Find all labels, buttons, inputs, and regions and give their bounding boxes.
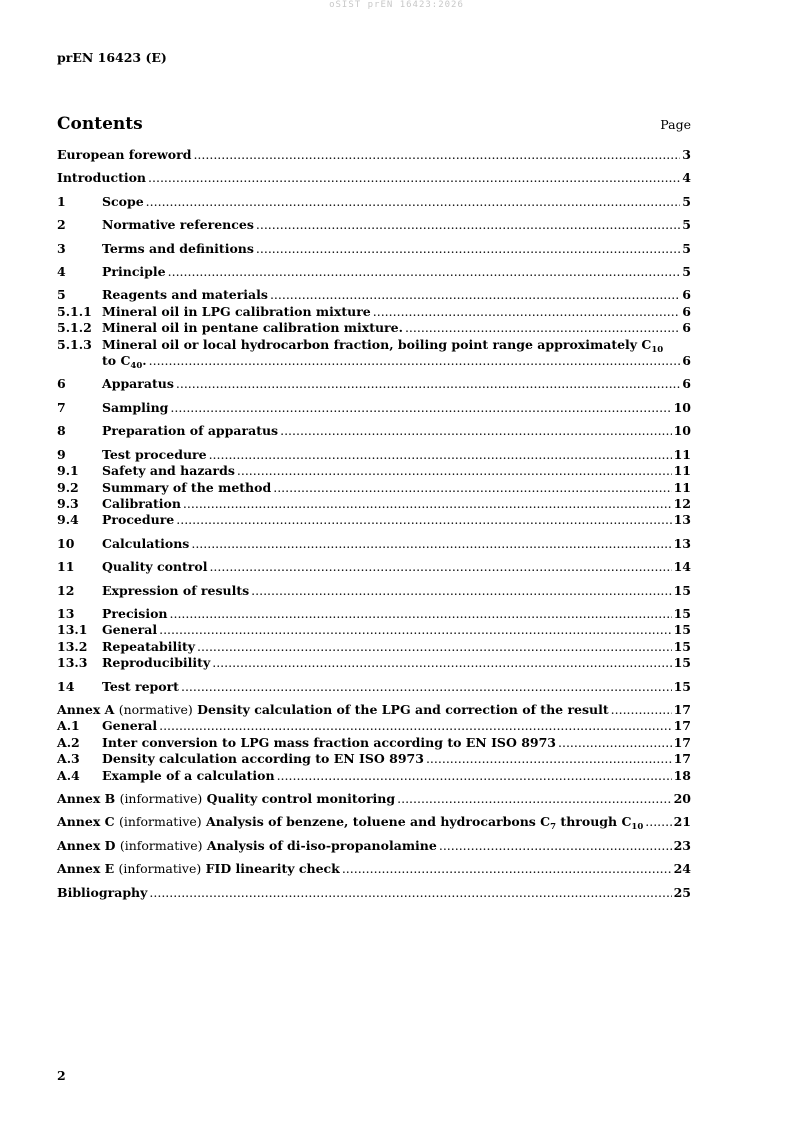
dot-leader [170, 400, 671, 416]
annex-label: Annex D [57, 837, 116, 853]
toc-entry-page: 13 [673, 535, 691, 551]
toc-entry-page: 6 [682, 287, 691, 303]
toc-entry-test-procedure[interactable] [57, 447, 691, 463]
toc-entry-page: 11 [673, 463, 691, 479]
dot-leader [256, 241, 680, 257]
table-of-contents [57, 147, 691, 901]
toc-entry-annex-e[interactable] [57, 861, 691, 877]
toc-entry-title: Test procedure [102, 446, 207, 462]
toc-entry-number: 7 [57, 399, 66, 415]
toc-entry-page: 15 [673, 582, 691, 598]
toc-entry-title: European foreword [57, 147, 192, 162]
toc-entry-title: Mineral oil in LPG calibration mixture [102, 303, 371, 319]
page-column-label: Page [660, 117, 691, 132]
toc-entry-number: 13.2 [57, 638, 88, 654]
annex-type: (normative) [118, 701, 193, 717]
toc-entry-summary-of-the-method[interactable] [57, 480, 691, 496]
toc-entry-title: Reproducibility [102, 655, 211, 671]
toc-entry-title: General [102, 718, 158, 734]
toc-entry-page: 11 [673, 446, 691, 462]
toc-entry-reagents-and-materials[interactable] [57, 287, 691, 303]
dot-leader [373, 304, 681, 320]
toc-entry-page: 17 [673, 734, 691, 750]
toc-entry-title: Calibration [102, 495, 181, 511]
toc-entry-number: 13.3 [57, 655, 88, 671]
dot-leader [183, 496, 672, 512]
toc-entry-number: 5.1.3 [57, 336, 92, 352]
dot-leader [146, 194, 681, 210]
toc-entry-number: 3 [57, 240, 66, 256]
toc-entry-number: 1 [57, 193, 66, 209]
toc-entry-page: 6 [682, 376, 691, 392]
toc-entry-page: 15 [673, 638, 691, 654]
subscript: 7 [550, 822, 557, 833]
dot-leader [237, 463, 672, 479]
toc-entry-page: 11 [673, 479, 691, 495]
toc-entry-page: 13 [673, 512, 691, 528]
annex-label: Annex B [57, 791, 116, 806]
toc-entry-a3-density-calculation[interactable] [57, 751, 691, 767]
annex-label: Annex C [57, 814, 115, 830]
dot-leader [277, 768, 672, 784]
toc-entry-page: 10 [673, 399, 691, 415]
toc-entry-precision[interactable] [57, 606, 691, 622]
toc-entry-number: 8 [57, 423, 66, 439]
toc-entry-mineral-oil-pentane[interactable] [57, 320, 691, 336]
toc-entry-title: Preparation of apparatus [102, 423, 279, 439]
dot-leader [270, 287, 680, 303]
dot-leader [148, 170, 680, 186]
dot-leader [176, 376, 680, 392]
watermark: oSIST prEN 16423:2026 [329, 0, 464, 10]
toc-entry-safety-and-hazards[interactable] [57, 463, 691, 479]
dot-leader [342, 861, 672, 877]
toc-entry-page: 6 [682, 320, 691, 336]
toc-entry-line-2 [57, 353, 691, 372]
annex-type: (informative) [119, 837, 203, 853]
toc-entry-title: Annex D (informative) Analysis of di-iso-propanolamine [57, 837, 437, 853]
toc-entry-expression-of-results[interactable] [57, 583, 691, 599]
toc-entry-title: Terms and definitions [102, 240, 254, 256]
dot-leader [159, 622, 671, 638]
toc-entry-page: 24 [673, 861, 691, 877]
toc-entry-title: Sampling [102, 399, 169, 415]
annex-type: (informative) [118, 861, 202, 877]
subscript: 40 [130, 361, 143, 372]
toc-entry-title: Calculations [102, 535, 190, 551]
toc-entry-title: General [102, 622, 158, 638]
dot-leader [197, 639, 672, 655]
toc-entry-title: Expression of results [102, 582, 250, 598]
dot-leader [209, 447, 672, 463]
dot-leader [439, 838, 672, 854]
annex-type: (informative) [119, 791, 203, 806]
toc-entry-number: 9.1 [57, 463, 79, 479]
dot-leader [176, 512, 671, 528]
toc-entry-page: 15 [673, 605, 691, 621]
toc-entry-title: Introduction [57, 170, 147, 186]
toc-entry-number: A.4 [57, 767, 80, 783]
toc-entry-page: 4 [682, 170, 691, 186]
toc-entry-repeatability[interactable] [57, 639, 691, 655]
dot-leader [149, 353, 681, 369]
toc-entry-number: 12 [57, 582, 75, 598]
toc-entry-number: 6 [57, 376, 66, 392]
toc-entry-number: 5.1.1 [57, 303, 92, 319]
toc-entry-title: Annex E (informative) FID linearity check [57, 861, 340, 877]
toc-entry-title: Mineral oil in pentane calibration mixture. [102, 320, 403, 336]
toc-entry-title: Test report [102, 678, 179, 694]
dot-leader [405, 320, 680, 336]
toc-entry-number: 9.2 [57, 479, 79, 495]
toc-entry-title: Repeatability [102, 638, 196, 654]
toc-entry-number: 11 [57, 559, 75, 575]
toc-entry-introduction[interactable] [57, 170, 691, 186]
dot-leader [397, 791, 671, 807]
toc-entry-test-report[interactable] [57, 679, 691, 695]
toc-entry-page: 15 [673, 622, 691, 638]
toc-entry-bibliography[interactable] [57, 885, 691, 901]
toc-entry-procedure[interactable] [57, 512, 691, 528]
toc-entry-page: 6 [682, 303, 691, 319]
toc-entry-title-continued: to $C_{40}$. [102, 353, 147, 372]
toc-entry-title: Density calculation according to EN ISO 8973 [102, 751, 424, 767]
annex-label: Annex A [57, 701, 115, 717]
toc-entry-number: 9.3 [57, 495, 79, 511]
toc-entry-title: Procedure [102, 512, 175, 528]
toc-entry-page: 14 [673, 559, 691, 575]
toc-entry-page: 17 [673, 718, 691, 734]
toc-entry-european-foreword[interactable] [57, 147, 691, 163]
toc-entry-page: 6 [682, 353, 691, 369]
toc-entry-number: 5.1.2 [57, 320, 92, 336]
dot-leader [558, 735, 672, 751]
toc-entry-number: 9 [57, 446, 66, 462]
dot-leader [159, 718, 671, 734]
toc-entry-title: Example of a calculation [102, 767, 275, 783]
toc-entry-page: 15 [673, 678, 691, 694]
dot-leader [212, 655, 671, 671]
toc-entry-title: Annex A (normative) Density calculation of the LPG and correction of the result [57, 701, 609, 717]
toc-entry-page: 5 [682, 193, 691, 209]
toc-entry-scope[interactable] [57, 194, 691, 210]
toc-entry-title: Principle [102, 264, 166, 280]
dot-leader [611, 702, 672, 718]
toc-entry-number: A.3 [57, 751, 80, 767]
toc-entry-number: 9.4 [57, 512, 79, 528]
toc-entry-number: A.2 [57, 734, 80, 750]
toc-entry-annex-c[interactable] [57, 814, 691, 833]
toc-entry-calibration[interactable] [57, 496, 691, 512]
dot-leader [193, 147, 680, 163]
toc-entry-line-1 [57, 337, 691, 353]
subscript: 10 [651, 344, 664, 355]
dot-leader [256, 217, 680, 233]
contents-heading: Contents [57, 114, 143, 134]
dot-leader [645, 814, 671, 830]
dot-leader [426, 751, 672, 767]
dot-leader [170, 606, 672, 622]
toc-entry-title: Safety and hazards [102, 463, 235, 479]
toc-entry-page: 5 [682, 217, 691, 233]
toc-entry-a2-inter-conversion[interactable] [57, 735, 691, 751]
toc-entry-title: Quality control [102, 559, 208, 575]
toc-entry-page: 3 [682, 147, 691, 162]
subscript: 10 [631, 822, 644, 833]
annex-type: (informative) [118, 814, 202, 830]
toc-entry-title: Apparatus [102, 376, 174, 392]
dot-leader [251, 583, 671, 599]
dot-leader [209, 559, 671, 575]
toc-entry-title: Scope [102, 193, 144, 209]
dot-leader [149, 885, 671, 901]
toc-entry-mineral-oil-hydrocarbon-fraction[interactable] [57, 337, 691, 370]
toc-entry-principle[interactable] [57, 264, 691, 280]
dot-leader [181, 679, 672, 695]
toc-entry-number: 4 [57, 264, 66, 280]
toc-entry-page: 17 [673, 751, 691, 767]
toc-entry-title: Annex B (informative) Quality control monitoring [57, 791, 396, 806]
toc-entry-page: 20 [673, 791, 691, 806]
toc-entry-number: 2 [57, 217, 66, 233]
toc-entry-page: 15 [673, 655, 691, 671]
dot-leader [168, 264, 681, 280]
toc-entry-page: 18 [673, 767, 691, 783]
toc-entry-annex-d[interactable] [57, 838, 691, 854]
toc-entry-page: 5 [682, 240, 691, 256]
toc-entry-title: Reagents and materials [102, 287, 268, 303]
toc-entry-sampling[interactable] [57, 400, 691, 416]
dot-leader [280, 423, 672, 439]
toc-entry-title: Normative references [102, 217, 254, 233]
toc-entry-title: Summary of the method [102, 479, 272, 495]
toc-entry-page: 5 [682, 264, 691, 280]
toc-entry-title: Bibliography [57, 884, 148, 900]
toc-entry-number: 13 [57, 605, 75, 621]
toc-entry-number: 14 [57, 678, 75, 694]
toc-entry-calculations[interactable] [57, 536, 691, 552]
toc-entry-general[interactable] [57, 622, 691, 638]
toc-entry-page: 12 [673, 495, 691, 511]
toc-entry-number: 13.1 [57, 622, 88, 638]
toc-entry-number: 10 [57, 535, 75, 551]
toc-entry-preparation-of-apparatus[interactable] [57, 423, 691, 439]
toc-entry-quality-control[interactable] [57, 559, 691, 575]
toc-entry-page: 23 [673, 837, 691, 853]
toc-entry-title: Inter conversion to LPG mass fraction according to EN ISO 8973 [102, 734, 556, 750]
toc-entry-annex-a[interactable] [57, 702, 691, 718]
toc-entry-reproducibility[interactable] [57, 655, 691, 671]
toc-entry-page: 21 [673, 814, 691, 830]
toc-entry-page: 25 [673, 884, 691, 900]
toc-entry-terms-and-definitions[interactable] [57, 241, 691, 257]
dot-leader [191, 536, 671, 552]
toc-entry-title: Mineral oil or local hydrocarbon fraction, boiling point range approximately $C_{10}$ [102, 336, 664, 355]
annex-label: Annex E [57, 861, 115, 877]
toc-entry-apparatus[interactable] [57, 376, 691, 392]
toc-entry-number: A.1 [57, 718, 80, 734]
toc-entry-mineral-oil-lpg[interactable] [57, 304, 691, 320]
toc-entry-a4-example[interactable] [57, 768, 691, 784]
toc-entry-annex-b[interactable] [57, 791, 691, 807]
toc-entry-page: 17 [673, 701, 691, 717]
document-id: prEN 16423 (E) [57, 50, 167, 65]
toc-entry-page: 10 [673, 423, 691, 439]
toc-entry-title: Annex C (informative) Analysis of benzene, toluene and hydrocarbons $C_7$ through $C_{10}$ [57, 814, 644, 833]
toc-entry-a1-general[interactable] [57, 718, 691, 734]
dot-leader [273, 480, 671, 496]
toc-entry-title: Precision [102, 605, 168, 621]
page-number: 2 [57, 1068, 66, 1083]
toc-entry-normative-references[interactable] [57, 217, 691, 233]
toc-entry-number: 5 [57, 287, 66, 303]
